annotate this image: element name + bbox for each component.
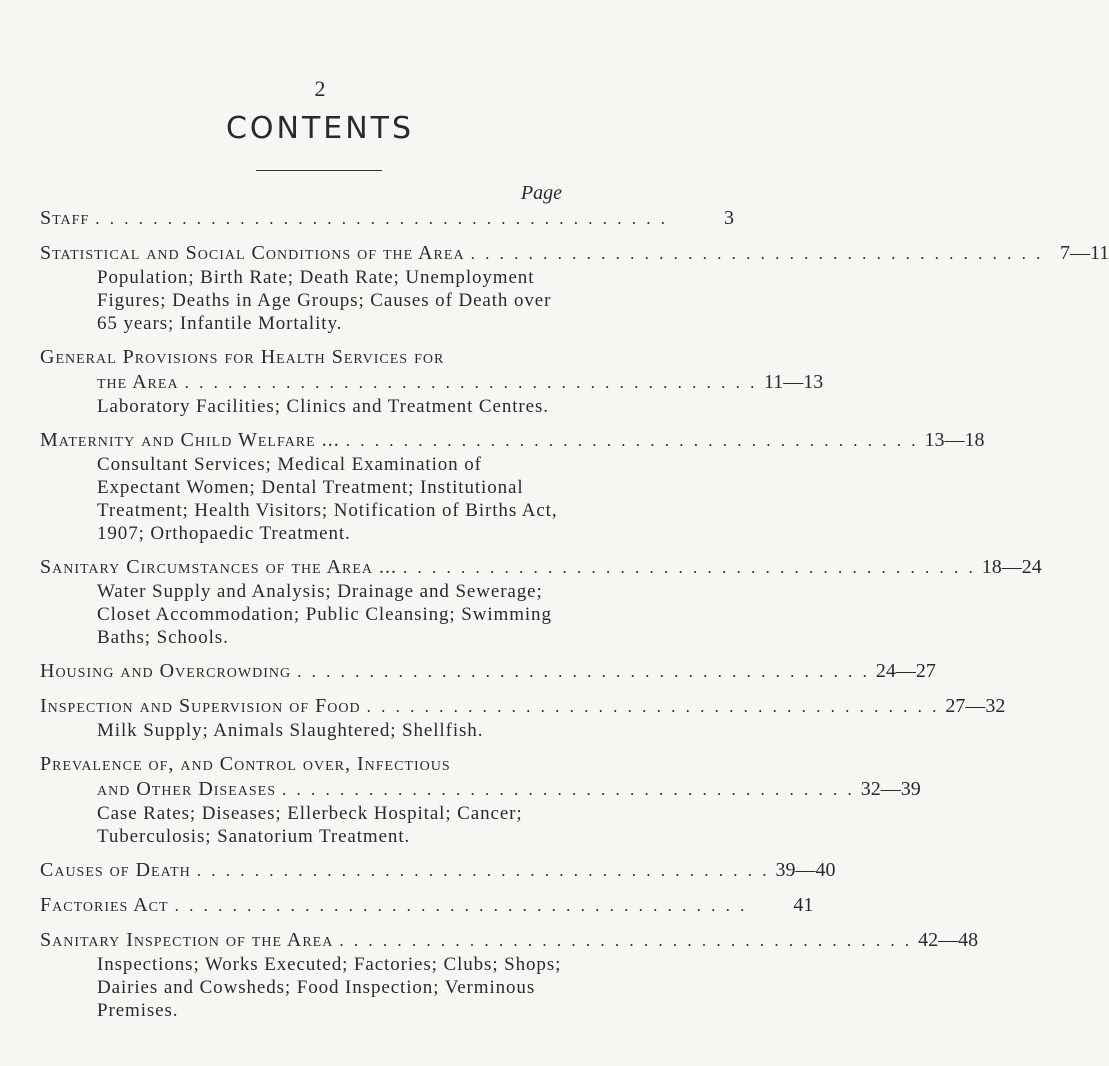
toc-pages: 42—48 — [918, 929, 979, 951]
dot-leader: . . . . . . . . . . . . . . . . . . . . . . . . . . . . . . . . . . . . . . . . — [297, 662, 870, 681]
toc-description: Case Rates; Diseases; Ellerbeck Hospital; Cancer; Tuberculosis; Sanatorium Treatment. — [97, 803, 523, 847]
toc-title-line — [40, 694, 1006, 719]
toc-title-line — [40, 428, 985, 453]
dot-leader: . . . . . . . . . . . . . . . . . . . . . . . . . . . . . . . . . . . . . . . . — [339, 931, 913, 950]
toc-pages: 27—32 — [945, 695, 1006, 717]
toc-title-line — [40, 752, 570, 777]
contents-list — [40, 206, 1109, 1032]
toc-pages: 7—11 — [1060, 242, 1109, 264]
toc-title: Statistical and Social Conditions of the Area — [40, 242, 465, 264]
toc-entry — [40, 893, 814, 918]
toc-title-line — [40, 206, 734, 231]
dot-leader: . . . . . . . . . . . . . . . . . . . . . . . . . . . . . . . . . . . . . . . . — [196, 861, 770, 880]
toc-description: Inspections; Works Executed; Factories; Clubs; Shops; Dairies and Cowsheds; Food Inspection; Verminous Premises. — [97, 954, 562, 1021]
dot-leader: . . . . . . . . . . . . . . . . . . . . . . . . . . . . . . . . . . . . . . . . — [366, 697, 940, 716]
toc-title-line — [40, 241, 1109, 266]
toc-entry — [40, 752, 921, 848]
toc-title: the Area — [97, 371, 179, 393]
toc-entry — [40, 206, 734, 231]
page-column-label: Page — [520, 182, 562, 204]
toc-title: Sanitary Inspection of the Area — [40, 929, 334, 951]
toc-entry — [40, 694, 1006, 742]
toc-entry — [40, 928, 979, 1022]
toc-pages: 18—24 — [981, 556, 1042, 578]
toc-pages: 41 — [793, 894, 814, 916]
toc-title: Sanitary Circumstances of the Area ... — [40, 556, 398, 578]
toc-description: Consultant Services; Medical Examination of Expectant Women; Dental Treatment; Institutional Treatment; Health Visitors; Notification of Births Act, 1907; Orthopaedic Treatment. — [97, 454, 558, 544]
dot-leader: . . . . . . . . . . . . . . . . . . . . . . . . . . . . . . . . . . . . . . . . — [184, 373, 758, 392]
toc-title: Causes of Death — [40, 859, 191, 881]
toc-title: Inspection and Supervision of Food — [40, 695, 361, 717]
contents-heading: CONTENTS — [225, 111, 415, 146]
toc-title: Factories Act — [40, 894, 169, 916]
toc-pages: 3 — [724, 207, 734, 229]
toc-pages: 13—18 — [924, 429, 985, 451]
toc-title-line — [40, 555, 1042, 580]
dot-leader: . . . . . . . . . . . . . . . . . . . . . . . . . . . . . . . . . . . . . . . . — [470, 244, 1044, 263]
toc-pages: 39—40 — [775, 859, 836, 881]
toc-pages: 11—13 — [764, 371, 824, 393]
toc-title: Housing and Overcrowding — [40, 660, 292, 682]
toc-entry — [40, 345, 824, 418]
toc-pages: 32—39 — [860, 778, 921, 800]
toc-title: Prevalence of, and Control over, Infectious — [40, 753, 451, 775]
toc-entry — [40, 858, 836, 883]
toc-entry — [40, 555, 1042, 649]
toc-title: and Other Diseases — [97, 778, 277, 800]
toc-title-line — [40, 659, 936, 684]
dot-leader: . . . . . . . . . . . . . . . . . . . . . . . . . . . . . . . . . . . . . . . . — [95, 209, 668, 228]
toc-title-line — [40, 345, 570, 370]
toc-description: Laboratory Facilities; Clinics and Treatment Centres. — [97, 396, 549, 417]
toc-title-line — [40, 777, 921, 802]
toc-title-line — [40, 858, 836, 883]
dot-leader: . . . . . . . . . . . . . . . . . . . . . . . . . . . . . . . . . . . . . . . . — [174, 896, 748, 915]
toc-title-line — [40, 893, 814, 918]
toc-pages: 24—27 — [875, 660, 936, 682]
dot-leader: . . . . . . . . . . . . . . . . . . . . . . . . . . . . . . . . . . . . . . . . — [282, 780, 855, 799]
toc-description: Milk Supply; Animals Slaughtered; Shellfish. — [97, 720, 484, 741]
toc-title-line — [40, 928, 979, 953]
page-number: 2 — [314, 76, 326, 101]
toc-description: Population; Birth Rate; Death Rate; Unemployment Figures; Deaths in Age Groups; Causes of Death over 65 years; Infantile Mortality. — [97, 267, 552, 334]
toc-title: Staff — [40, 207, 90, 229]
dot-leader: . . . . . . . . . . . . . . . . . . . . . . . . . . . . . . . . . . . . . . . . — [345, 431, 919, 450]
toc-title: General Provisions for Health Services for — [40, 346, 445, 368]
toc-title: Maternity and Child Welfare ... — [40, 429, 340, 451]
toc-entry — [40, 241, 1109, 335]
toc-title-line — [40, 370, 824, 395]
toc-entry — [40, 659, 936, 684]
dot-leader: . . . . . . . . . . . . . . . . . . . . . . . . . . . . . . . . . . . . . . . . — [403, 558, 976, 577]
heading-rule — [256, 170, 382, 171]
toc-description: Water Supply and Analysis; Drainage and Sewerage; Closet Accommodation; Public Cleansing; Swimming Baths; Schools. — [97, 581, 552, 648]
toc-entry — [40, 428, 985, 545]
